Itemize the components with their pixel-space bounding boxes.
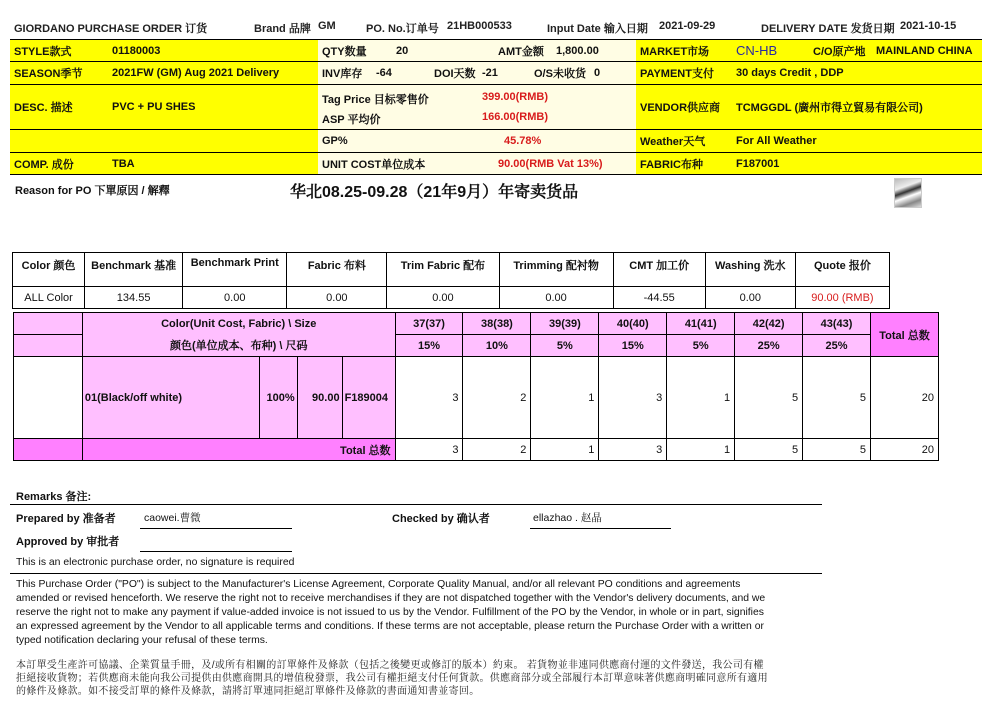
input-date-label: Input Date 输入日期 <box>547 23 648 35</box>
input-date-value: 2021-09-29 <box>659 20 716 32</box>
asp-value: 166.00(RMB) <box>482 111 549 123</box>
cost-breakdown-table <box>12 252 890 309</box>
unit-cost-label: UNIT COST单位成本 <box>322 158 426 171</box>
desc-label: DESC. 描述 <box>14 102 73 114</box>
cost-header-cell: CMT 加工价 <box>613 253 705 287</box>
vendor-value: TCMGGDL (廣州市得立貿易有限公司) <box>736 102 923 114</box>
fabric-cell <box>636 153 982 174</box>
size-label: 38(38) <box>463 313 531 335</box>
gp-value: 45.78% <box>504 135 542 147</box>
style-cell <box>10 40 318 61</box>
legal-text-cn <box>16 659 768 698</box>
prepared-signature-line <box>140 528 292 529</box>
payment-label: PAYMENT支付 <box>640 68 714 80</box>
qty-cell: 3 <box>599 357 667 439</box>
ratio-label: 15% <box>599 335 667 357</box>
product-thumbnail-image[interactable] <box>894 178 922 208</box>
total-qty-cell: 5 <box>803 439 871 461</box>
total-qty-cell: 1 <box>531 439 599 461</box>
po-info-grid <box>10 39 982 171</box>
approved-signature-line <box>140 551 292 552</box>
inv-label: INV库存 <box>322 68 363 80</box>
qty-cell: 1 <box>667 357 735 439</box>
ratio-row <box>14 335 939 357</box>
cost-header-cell: Quote 报价 <box>795 253 889 287</box>
doi-value: -21 <box>482 67 498 79</box>
approved-by-label: Approved by 审批者 <box>16 536 120 548</box>
cost-header-cell: Trimming 配衬物 <box>499 253 613 287</box>
size-label: 41(41) <box>667 313 735 335</box>
cost-header-cell: Trim Fabric 配布 <box>387 253 499 287</box>
total-qty-cell: 3 <box>395 439 463 461</box>
size-header-cn: 颜色(单位成本、布种) \ 尺码 <box>82 335 395 357</box>
ratio-label: 15% <box>395 335 463 357</box>
fabric-value: F187001 <box>736 157 780 170</box>
amt-value: 1,800.00 <box>556 44 599 57</box>
blank-cell <box>14 357 83 439</box>
blank-header-cell <box>14 313 83 335</box>
cost-header-cell: Fabric 布料 <box>287 253 387 287</box>
vendor-cell <box>636 85 982 129</box>
qty-value: 20 <box>396 44 409 57</box>
ratio-label: 25% <box>803 335 871 357</box>
doi-label: DOI天数 <box>434 68 476 80</box>
color-fabric: F189004 <box>342 357 395 439</box>
info-row-style <box>10 40 982 62</box>
cost-value-cell: 0.00 <box>499 287 613 309</box>
grand-total-cell: 20 <box>871 439 939 461</box>
legal-line: amended or revised henceforth. We reserve the right not to receive merchandises if they are not dispatched together with the Vendor's delivery documents, and we <box>16 593 766 604</box>
gp-cell <box>318 130 636 152</box>
size-label: 40(40) <box>599 313 667 335</box>
legal-line: This Purchase Order ("PO") is subject to the Manufacturer's License Agreement, Corporate Quality Manual, and/or all relevant PO conditions and agreements <box>16 579 741 590</box>
legal-line: an expressed agreement by the Vendor to all applicable terms and conditions. If these terms are not acceptable, please return the Purchase Order with a written or <box>16 621 764 632</box>
inv-cell <box>318 62 636 84</box>
price-cell <box>318 85 636 129</box>
amt-label: AMT金额 <box>498 45 544 58</box>
qty-cell: 1 <box>531 357 599 439</box>
legal-line: 拒絕接收貨物；若供應商未能向我公司提供由供應商開具的增值稅發票，我公司有權拒絕支付任何貨款。供應商部分或全部履行本訂單意味著供應商明確同意所有適用 <box>16 673 768 684</box>
desc-cell <box>10 85 318 129</box>
season-cell <box>10 62 318 84</box>
total-header: Total 总数 <box>871 313 939 357</box>
totals-label: Total 总数 <box>82 439 395 461</box>
cost-value-cell: -44.55 <box>613 287 705 309</box>
remarks-label: Remarks 备注: <box>16 491 92 503</box>
legal-line: 本訂單受生產許可協議、企業質量手冊，及/或所有相關的訂單條件及條款（包括之後變更或修訂的版本）約束。 若貨物並非連同供應商付運的文件發送，我公司有權 <box>16 660 764 671</box>
gp-label: GP% <box>322 135 348 147</box>
market-label: MARKET市场 <box>640 45 710 58</box>
size-label: 43(43) <box>803 313 871 335</box>
checked-signature-line <box>530 528 671 529</box>
season-value: 2021FW (GM) Aug 2021 Delivery <box>112 67 280 79</box>
info-row-gp <box>10 130 982 153</box>
os-label: O/S未收货 <box>534 68 586 80</box>
info-row-comp <box>10 153 982 175</box>
weather-label: Weather天气 <box>640 136 706 148</box>
po-number-label: PO. No.订单号 <box>366 23 439 35</box>
tag-price-label: Tag Price 目标零售价 <box>322 94 429 106</box>
total-qty-cell: 3 <box>599 439 667 461</box>
tag-price-value: 399.00(RMB) <box>482 91 549 103</box>
ratio-label: 25% <box>735 335 803 357</box>
row-total-cell: 20 <box>871 357 939 439</box>
delivery-date-value: 2021-10-15 <box>900 20 957 32</box>
size-header-en: Color(Unit Cost, Fabric) \ Size <box>82 313 395 335</box>
cost-header-cell: Washing 洗水 <box>705 253 795 287</box>
color-pct: 100% <box>259 357 297 439</box>
os-value: 0 <box>594 67 601 79</box>
ratio-label: 5% <box>531 335 599 357</box>
cost-value-row <box>13 287 890 309</box>
cost-value-cell: 134.55 <box>85 287 183 309</box>
style-label: STYLE款式 <box>14 45 72 58</box>
reason-label: Reason for PO 下單原因 / 解釋 <box>15 185 170 197</box>
total-qty-cell: 1 <box>667 439 735 461</box>
quote-value-cell: 90.00 (RMB) <box>795 287 889 309</box>
style-value: 01180003 <box>112 44 161 57</box>
cost-value-cell: 0.00 <box>287 287 387 309</box>
payment-value: 30 days Credit , DDP <box>736 67 844 79</box>
cost-value-cell: 0.00 <box>183 287 287 309</box>
cost-value-cell: 0.00 <box>387 287 499 309</box>
blank-cell <box>10 130 318 152</box>
po-number-value: 21HB000533 <box>447 20 512 32</box>
co-value: MAINLAND CHINA <box>876 44 973 57</box>
unit-cost-value: 90.00(RMB Vat 13%) <box>498 157 603 170</box>
divider <box>10 573 822 574</box>
totals-row <box>14 439 939 461</box>
blank-header-cell <box>14 335 83 357</box>
cost-value-cell: ALL Color <box>13 287 85 309</box>
co-label: C/O原产地 <box>813 45 866 58</box>
vendor-label: VENDOR供应商 <box>640 102 721 114</box>
info-row-season <box>10 62 982 85</box>
legal-line: reserve the right not to make any payment if value-added invoice is not issued to us by the Vendor. Fulfillment of the PO by the Vendor, in whole or in part, signifies <box>16 607 764 618</box>
color-name: 01(Black/off white) <box>82 357 259 439</box>
qty-cell: 5 <box>735 357 803 439</box>
size-header-row <box>14 313 939 335</box>
legal-text-en <box>16 578 765 648</box>
size-label: 37(37) <box>395 313 463 335</box>
season-label: SEASON季节 <box>14 68 83 80</box>
blank-cell <box>14 439 83 461</box>
size-label: 42(42) <box>735 313 803 335</box>
color-cost: 90.00 <box>297 357 342 439</box>
cost-header-row <box>13 253 890 287</box>
prepared-by-label: Prepared by 准备者 <box>16 513 116 525</box>
asp-label: ASP 平均价 <box>322 114 381 126</box>
weather-value: For All Weather <box>736 135 817 147</box>
info-row-desc <box>10 85 982 130</box>
electronic-note: This is an electronic purchase order, no signature is required <box>16 557 295 568</box>
qty-cell <box>318 40 636 61</box>
cost-header-cell: Benchmark 基准 <box>85 253 183 287</box>
market-cell <box>636 40 982 61</box>
checked-by-value: ellazhao . 赵晶 <box>533 512 602 524</box>
cost-header-cell: Color 颜色 <box>13 253 85 287</box>
delivery-date-label: DELIVERY DATE 发货日期 <box>761 23 895 35</box>
comp-value: TBA <box>112 157 135 170</box>
unit-cost-cell <box>318 153 636 174</box>
qty-cell: 3 <box>395 357 463 439</box>
divider <box>10 504 822 505</box>
checked-by-label: Checked by 确认者 <box>392 513 490 525</box>
size-breakdown-table <box>13 312 939 461</box>
comp-cell <box>10 153 318 174</box>
payment-cell <box>636 62 982 84</box>
inv-value: -64 <box>376 67 392 79</box>
cost-value-cell: 0.00 <box>705 287 795 309</box>
size-label: 39(39) <box>531 313 599 335</box>
brand-value: GM <box>318 20 336 32</box>
color-row <box>14 357 939 439</box>
qty-cell: 2 <box>463 357 531 439</box>
ratio-label: 10% <box>463 335 531 357</box>
prepared-by-value: caowei.曹微 <box>144 512 201 524</box>
reason-value: 华北08.25-09.28（21年9月）年寄卖货品 <box>290 184 579 201</box>
fabric-label: FABRIC布种 <box>640 158 703 171</box>
legal-line: 的條件及條款。如不接受訂單的條件及條款，請將訂單連同拒絕訂單條件及條款的書面通知書並寄回。 <box>16 686 480 697</box>
po-title: GIORDANO PURCHASE ORDER 订货 <box>14 23 208 35</box>
total-qty-cell: 2 <box>463 439 531 461</box>
qty-label: QTY数量 <box>322 45 367 58</box>
comp-label: COMP. 成份 <box>14 158 74 171</box>
desc-value: PVC + PU SHES <box>112 101 196 113</box>
weather-cell <box>636 130 982 152</box>
qty-cell: 5 <box>803 357 871 439</box>
market-value: CN-HB <box>736 43 778 58</box>
total-qty-cell: 5 <box>735 439 803 461</box>
cost-header-cell: Benchmark Print <box>183 253 287 287</box>
ratio-label: 5% <box>667 335 735 357</box>
legal-line: typed notification declaring your refusal of these terms. <box>16 635 268 646</box>
brand-label: Brand 品牌 <box>254 23 311 35</box>
